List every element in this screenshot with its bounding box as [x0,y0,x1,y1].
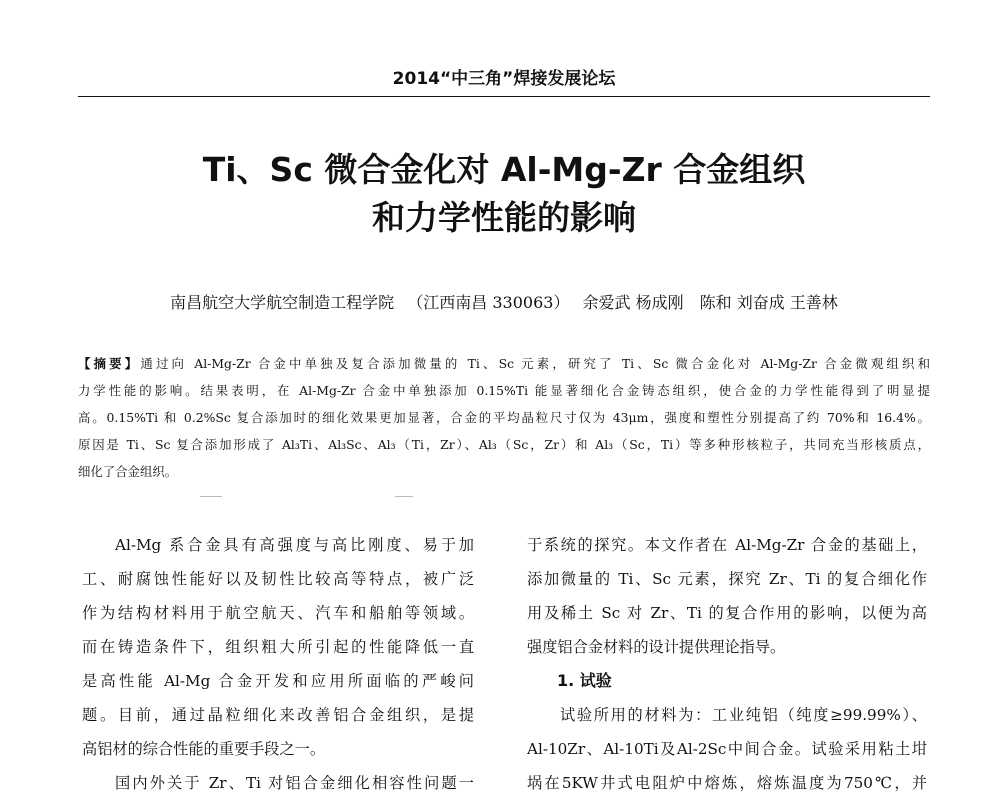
body-line: 作为结构材料用于航空航天、汽车和船舶等领域。 [82,604,474,622]
header-rule [78,96,930,97]
body-line: 国内外关于 Zr、Ti 对铝合金细化相容性问题一 [115,774,474,792]
abstract-line: 力学性能的影响。结果表明，在 Al-Mg-Zr 合金中单独添加 0.15%Ti 能显著细化合金铸态组织，使合金的力学性能得到了明显提 [78,383,930,398]
paper-title-line-2: 和力学性能的影响 [372,198,636,237]
body-line: 工、耐腐蚀性能好以及韧性比较高等特点，被广泛 [82,570,474,588]
scan-mark [200,496,222,497]
body-line: Al-Mg 系合金具有高强度与高比刚度、易于加 [115,536,474,554]
body-line: 试验所用的材料为：工业纯铝（纯度≥99.99%）、 [560,706,927,724]
abstract-line: 高。0.15%Ti 和 0.2%Sc 复合添加时的细化效果更加显著，合金的平均晶粒尺寸仅为 43μm，强度和塑性分别提高了约 70%和 16.4%。 [78,410,930,425]
body-column-left [82,528,474,800]
scan-mark [395,496,413,497]
body-line: 用及稀土 Sc 对 Zr、Ti 的复合作用的影响，以便为高 [527,604,927,622]
abstract-label: 【摘要】 [78,356,141,371]
body-line: 埚在5KW井式电阻炉中熔炼，熔炼温度为750℃，并 [527,774,927,792]
body-line: 高铝材的综合性能的重要手段之一。 [82,740,325,758]
body-column-right [527,528,927,800]
body-line: 是高性能 Al-Mg 合金开发和应用所面临的严峻问 [82,672,474,690]
body-line: Al-10Zr、Al-10Ti及Al-2Sc中间合金。试验采用粘土坩 [527,740,927,758]
abstract-line [78,350,930,377]
author-names: 余爱武 杨成刚 陈和 刘奋成 王善林 [582,293,838,312]
body-line: 强度铝合金材料的设计提供理论指导。 [527,638,786,656]
author-block [78,290,930,313]
affiliation: 南昌航空大学航空制造工程学院 [170,293,395,312]
abstract-line: 原因是 Ti、Sc 复合添加形成了 Al₃Ti、Al₃Sc、Al₃（Ti，Zr）、Al₃（Sc，Zr）和 Al₃（Sc，Ti）等多种形核粒子，共同充当形核质点， [78,437,930,452]
section-heading: 1. 试验 [557,671,612,690]
body-line: 题。目前，通过晶粒细化来改善铝合金组织，是提 [82,706,474,724]
body-line: 添加微量的 Ti、Sc 元素，探究 Zr、Ti 的复合细化作 [527,570,927,588]
abstract-line: 细化了合金组织。 [78,464,178,479]
abstract [78,350,930,485]
body-line: 而在铸造条件下，组织粗大所引起的性能降低一直 [82,638,474,656]
running-header: 2014“中三角”焊接发展论坛 [392,69,616,89]
paper-title-line-1: Ti、Sc 微合金化对 Al-Mg-Zr 合金组织 [202,150,806,189]
location: （江西南昌 330063） [407,293,570,312]
body-line: 于系统的探究。本文作者在 Al-Mg-Zr 合金的基础上， [527,536,927,554]
abstract-text: 通过向 Al-Mg-Zr 合金中单独及复合添加微量的 Ti、Sc 元素，研究了 Ti、Sc 微合金化对 Al-Mg-Zr 合金微观组织和 [140,356,930,371]
